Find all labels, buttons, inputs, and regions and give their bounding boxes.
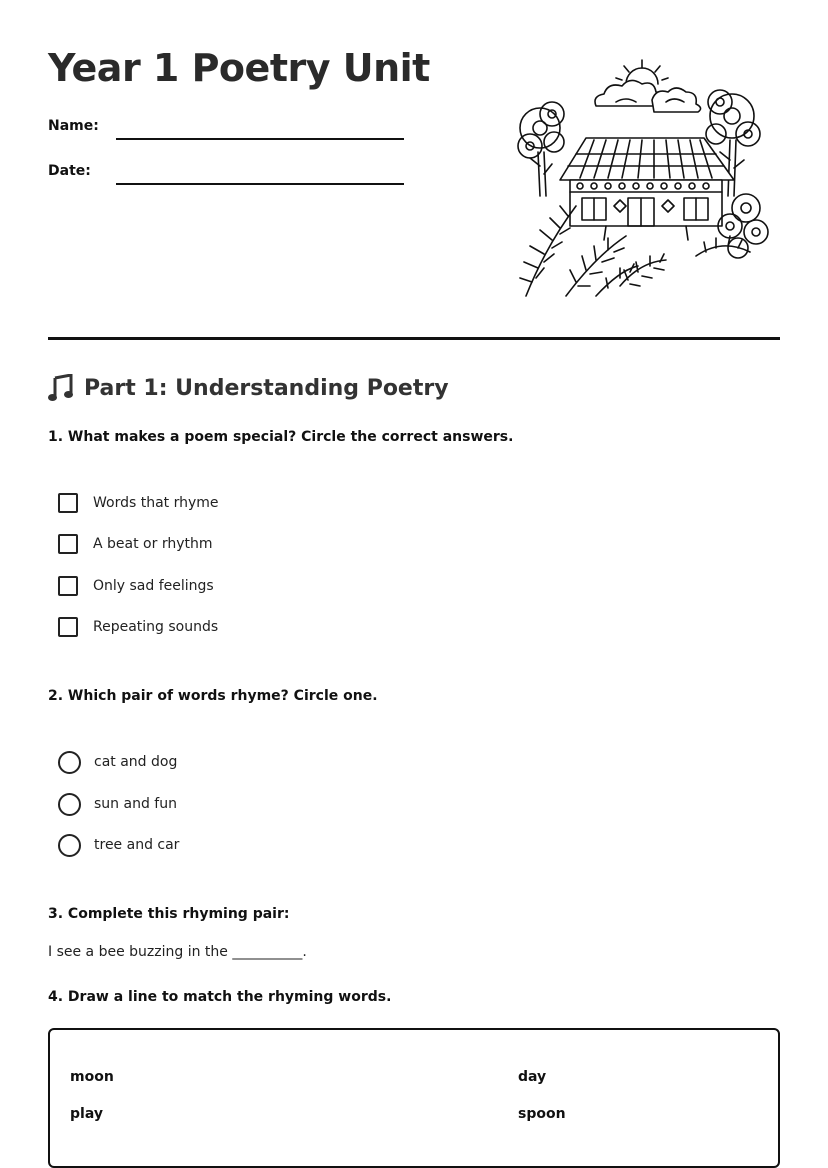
music-note-icon: [48, 374, 74, 402]
option-label: sun and fun: [94, 796, 177, 812]
date-field[interactable]: [48, 163, 408, 193]
option-label: Only sad feelings: [93, 578, 214, 594]
q2-option-1[interactable]: [58, 750, 177, 774]
q1-option-2[interactable]: [58, 532, 213, 556]
radio-circle[interactable]: [58, 793, 81, 816]
name-write-line[interactable]: [116, 138, 404, 140]
option-label: cat and dog: [94, 754, 178, 770]
radio-circle[interactable]: [58, 834, 81, 857]
date-label: Date:: [48, 163, 91, 179]
worksheet-title: Year 1 Poetry Unit: [48, 46, 430, 90]
date-write-line[interactable]: [116, 183, 404, 185]
radio-circle[interactable]: [58, 751, 81, 774]
part1-heading: [48, 374, 449, 402]
house-body: [570, 180, 722, 240]
checkbox[interactable]: [58, 493, 78, 513]
question-4: 4. Draw a line to match the rhyming words.: [48, 989, 392, 1005]
match-word-left[interactable]: play: [70, 1106, 103, 1122]
q1-option-1[interactable]: [58, 491, 219, 515]
checkbox[interactable]: [58, 576, 78, 596]
cloud-icon: [595, 80, 701, 112]
match-word-right[interactable]: spoon: [518, 1106, 566, 1122]
sun-icon: [616, 60, 668, 84]
checkbox[interactable]: [58, 617, 78, 637]
matching-box[interactable]: [48, 1028, 780, 1168]
option-label: Words that rhyme: [93, 495, 219, 511]
house-with-trees-illustration: [516, 56, 772, 302]
section-divider: [48, 337, 780, 340]
option-label: tree and car: [94, 837, 180, 853]
question-3: 3. Complete this rhyming pair:: [48, 906, 290, 922]
question-1: 1. What makes a poem special? Circle the correct answers.: [48, 429, 514, 445]
tree-icon: [518, 102, 564, 196]
name-field[interactable]: [48, 118, 408, 148]
q2-option-3[interactable]: [58, 833, 179, 857]
q1-option-4[interactable]: [58, 615, 218, 639]
match-word-left[interactable]: moon: [70, 1069, 114, 1085]
match-word-right[interactable]: day: [518, 1069, 547, 1085]
checkbox[interactable]: [58, 534, 78, 554]
option-label: A beat or rhythm: [93, 536, 213, 552]
fill-in-sentence[interactable]: I see a bee buzzing in the __________.: [48, 944, 307, 960]
roof: [560, 138, 734, 180]
q1-option-3[interactable]: [58, 574, 214, 598]
q2-option-2[interactable]: [58, 792, 177, 816]
name-label: Name:: [48, 118, 99, 134]
question-2: 2. Which pair of words rhyme? Circle one.: [48, 688, 378, 704]
option-label: Repeating sounds: [93, 619, 219, 635]
part1-title: Part 1: Understanding Poetry: [84, 375, 449, 401]
